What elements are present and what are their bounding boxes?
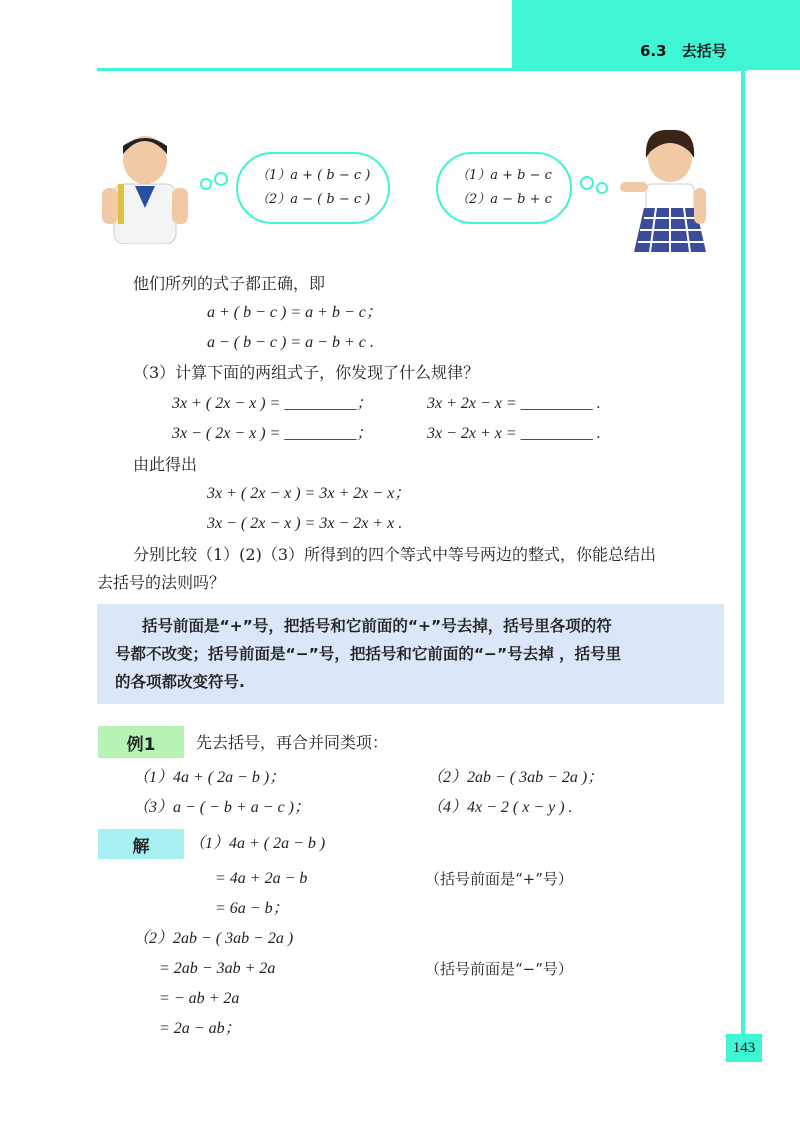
solution-1-note: （括号前面是“+”号）	[425, 870, 573, 888]
page-number: 143	[726, 1034, 762, 1062]
solution-2-note: （括号前面是“−”号）	[425, 960, 573, 978]
thought-puff	[200, 178, 212, 190]
header-rule	[97, 68, 747, 71]
example-tag: 例1	[98, 726, 184, 758]
equation-2: a − ( b − c ) = a − b + c .	[207, 334, 374, 351]
result-2: 3x − ( 2x − x ) = 3x − 2x + x .	[207, 515, 403, 532]
boy-expression-2: （2）a − ( b − c )	[256, 192, 371, 207]
paragraph-2: 由此得出	[133, 455, 198, 474]
side-rule	[741, 68, 745, 1043]
example-item-1: （1）4a + ( 2a − b )；	[133, 769, 286, 786]
calc-1b: 3x + 2x − x = _________ .	[427, 395, 601, 412]
rule-line-2: 号都不改变；括号前面是“−”号，把括号和它前面的“−”号去掉 ，括号里	[115, 645, 622, 663]
solution-1-step-1: = 4a + 2a − b	[215, 870, 308, 887]
solution-2-step-1: = 2ab − 3ab + 2a	[159, 960, 276, 977]
paragraph-3-line-1: 分别比较（1）(2)（3）所得到的四个等式中等号两边的整式，你能总结出	[133, 545, 657, 564]
girl-expression-1: （1）a + b − c	[456, 168, 552, 183]
solution-2-head: （2）2ab − ( 3ab − 2a )	[133, 930, 294, 947]
solution-tag: 解	[98, 829, 184, 859]
calc-2a: 3x − ( 2x − x ) = _________；	[172, 425, 373, 442]
thought-puff	[580, 176, 594, 190]
section-title: 6.3 去括号	[640, 42, 727, 60]
solution-2-step-2: = − ab + 2a	[159, 990, 240, 1007]
thought-puff	[214, 172, 228, 186]
paragraph-1: 他们所列的式子都正确，即	[133, 274, 326, 293]
solution-2-step-3: = 2a − ab；	[159, 1020, 241, 1037]
paragraph-3-line-2: 去括号的法则吗？	[97, 573, 226, 592]
boy-illustration	[100, 128, 190, 244]
calc-1a: 3x + ( 2x − x ) = _________；	[172, 395, 373, 412]
girl-expression-2: （2）a − b + c	[456, 192, 552, 207]
rule-line-1: 括号前面是“+”号，把括号和它前面的“+”号去掉，括号里各项的符	[142, 617, 612, 635]
thought-puff	[596, 182, 608, 194]
rule-line-3: 的各项都改变符号.	[115, 673, 245, 691]
example-item-3: （3）a − ( − b + a − c )；	[133, 799, 310, 816]
girl-thought-cloud	[436, 152, 572, 224]
example-item-2: （2）2ab − ( 3ab − 2a )；	[427, 769, 604, 786]
example-item-4: （4）4x − 2 ( x − y ) .	[427, 799, 573, 816]
result-1: 3x + ( 2x − x ) = 3x + 2x − x；	[207, 485, 411, 502]
solution-1-step-2: = 6a − b；	[215, 900, 289, 917]
boy-thought-cloud	[236, 152, 390, 224]
solution-1-head: （1）4a + ( 2a − b )	[189, 835, 326, 852]
girl-illustration	[620, 124, 720, 254]
boy-expression-1: （1）a + ( b − c )	[256, 168, 371, 183]
question-3: （3）计算下面的两组式子，你发现了什么规律？	[133, 363, 480, 382]
calc-2b: 3x − 2x + x = _________ .	[427, 425, 601, 442]
equation-1: a + ( b − c ) = a + b − c；	[207, 304, 382, 321]
example-prompt: 先去括号，再合并同类项：	[196, 733, 389, 752]
